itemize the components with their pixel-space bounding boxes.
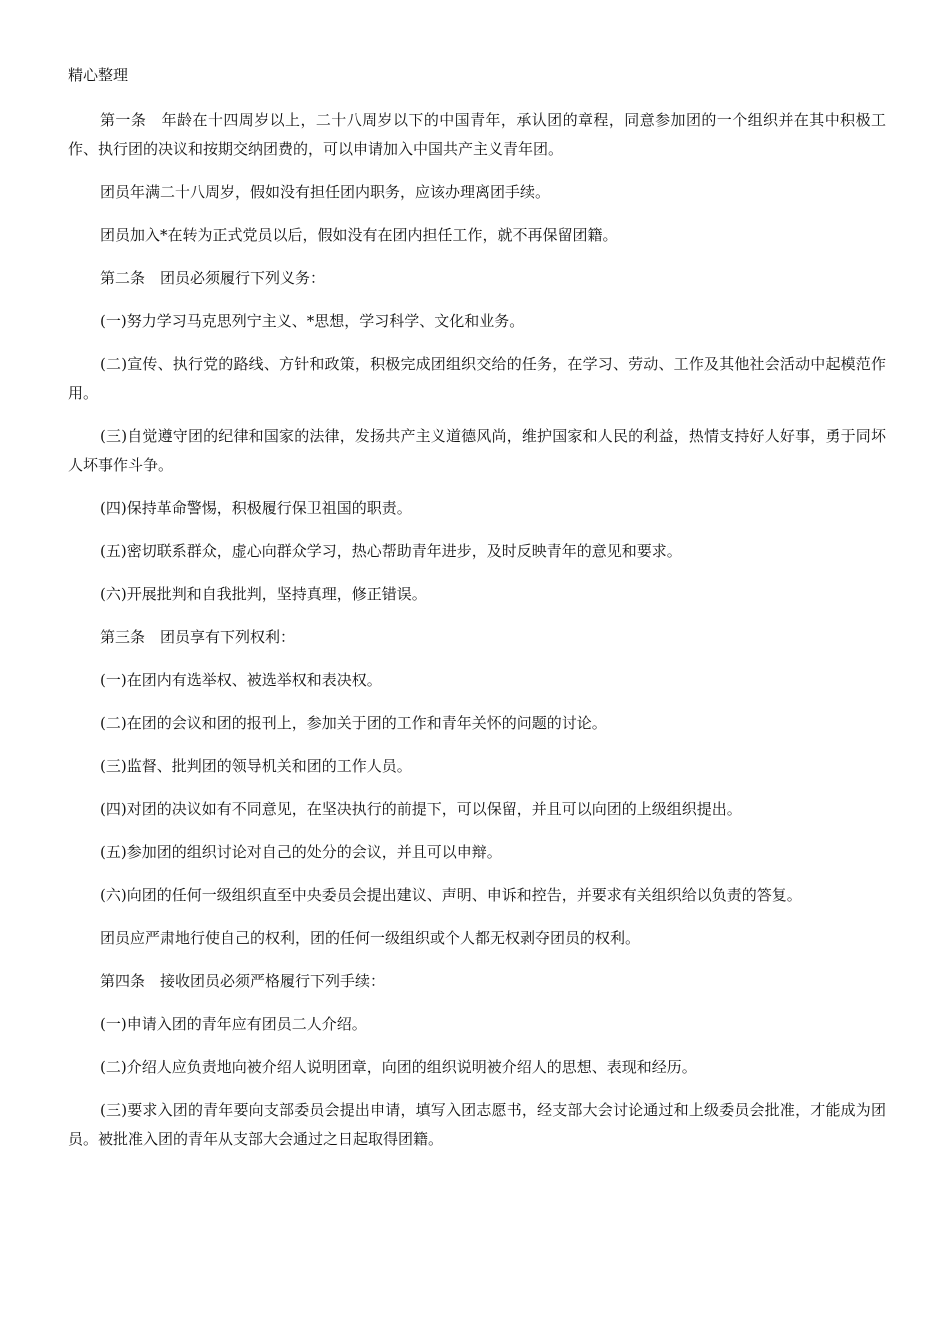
paragraph: (五)密切联系群众，虚心向群众学习，热心帮助青年进步，及时反映青年的意见和要求。 <box>100 542 682 560</box>
page-header: 精心整理 <box>68 66 129 84</box>
paragraph: 第三条 团员享有下列权利： <box>100 628 296 646</box>
paragraph: (二)在团的会议和团的报刊上，参加关于团的工作和青年关怀的问题的讨论。 <box>100 714 607 732</box>
paragraph: (一)申请入团的青年应有团员二人介绍。 <box>100 1015 367 1033</box>
paragraph: (五)参加团的组织讨论对自己的处分的会议，并且可以申辩。 <box>100 843 502 861</box>
paragraph: 团员年满二十八周岁，假如没有担任团内职务，应该办理离团手续。 <box>100 183 551 201</box>
document-body <box>68 106 886 1168</box>
paragraph: (六)开展批判和自我批判，坚持真理，修正错误。 <box>100 585 427 603</box>
paragraph: 团员应严肃地行使自己的权利，团的任何一级组织或个人都无权剥夺团员的权利。 <box>100 929 641 947</box>
paragraph: (一)努力学习马克思列宁主义、*思想，学习科学、文化和业务。 <box>100 312 525 330</box>
paragraph: (四)保持革命警惕，积极履行保卫祖国的职责。 <box>100 499 412 517</box>
paragraph: (二)介绍人应负责地向被介绍人说明团章，向团的组织说明被介绍人的思想、表现和经历。 <box>100 1058 697 1076</box>
paragraph: 第二条 团员必须履行下列义务： <box>100 269 326 287</box>
paragraph: 团员加入*在转为正式党员以后，假如没有在团内担任工作，就不再保留团籍。 <box>100 226 618 244</box>
paragraph: (三)自觉遵守团的纪律和国家的法律，发扬共产主义道德风尚，维护国家和人民的利益，热情支持好人好事，勇于同坏人坏事作斗争。 <box>68 427 886 474</box>
paragraph: (二)宣传、执行党的路线、方针和政策，积极完成团组织交给的任务，在学习、劳动、工作及其他社会活动中起模范作用。 <box>68 355 886 402</box>
paragraph: 第一条 年龄在十四周岁以上，二十八周岁以下的中国青年，承认团的章程，同意参加团的一个组织并在其中积极工作、执行团的决议和按期交纳团费的，可以申请加入中国共产主义青年团。 <box>68 111 886 158</box>
paragraph: (三)监督、批判团的领导机关和团的工作人员。 <box>100 757 412 775</box>
paragraph: (三)要求入团的青年要向支部委员会提出申请，填写入团志愿书，经支部大会讨论通过和上级委员会批准，才能成为团员。被批准入团的青年从支部大会通过之日起取得团籍。 <box>68 1101 886 1148</box>
paragraph: 第四条 接收团员必须严格履行下列手续： <box>100 972 386 990</box>
paragraph: (六)向团的任何一级组织直至中央委员会提出建议、声明、申诉和控告，并要求有关组织给以负责的答复。 <box>100 886 802 904</box>
paragraph: (一)在团内有选举权、被选举权和表决权。 <box>100 671 382 689</box>
paragraph: (四)对团的决议如有不同意见，在坚决执行的前提下，可以保留，并且可以向团的上级组织提出。 <box>100 800 742 818</box>
